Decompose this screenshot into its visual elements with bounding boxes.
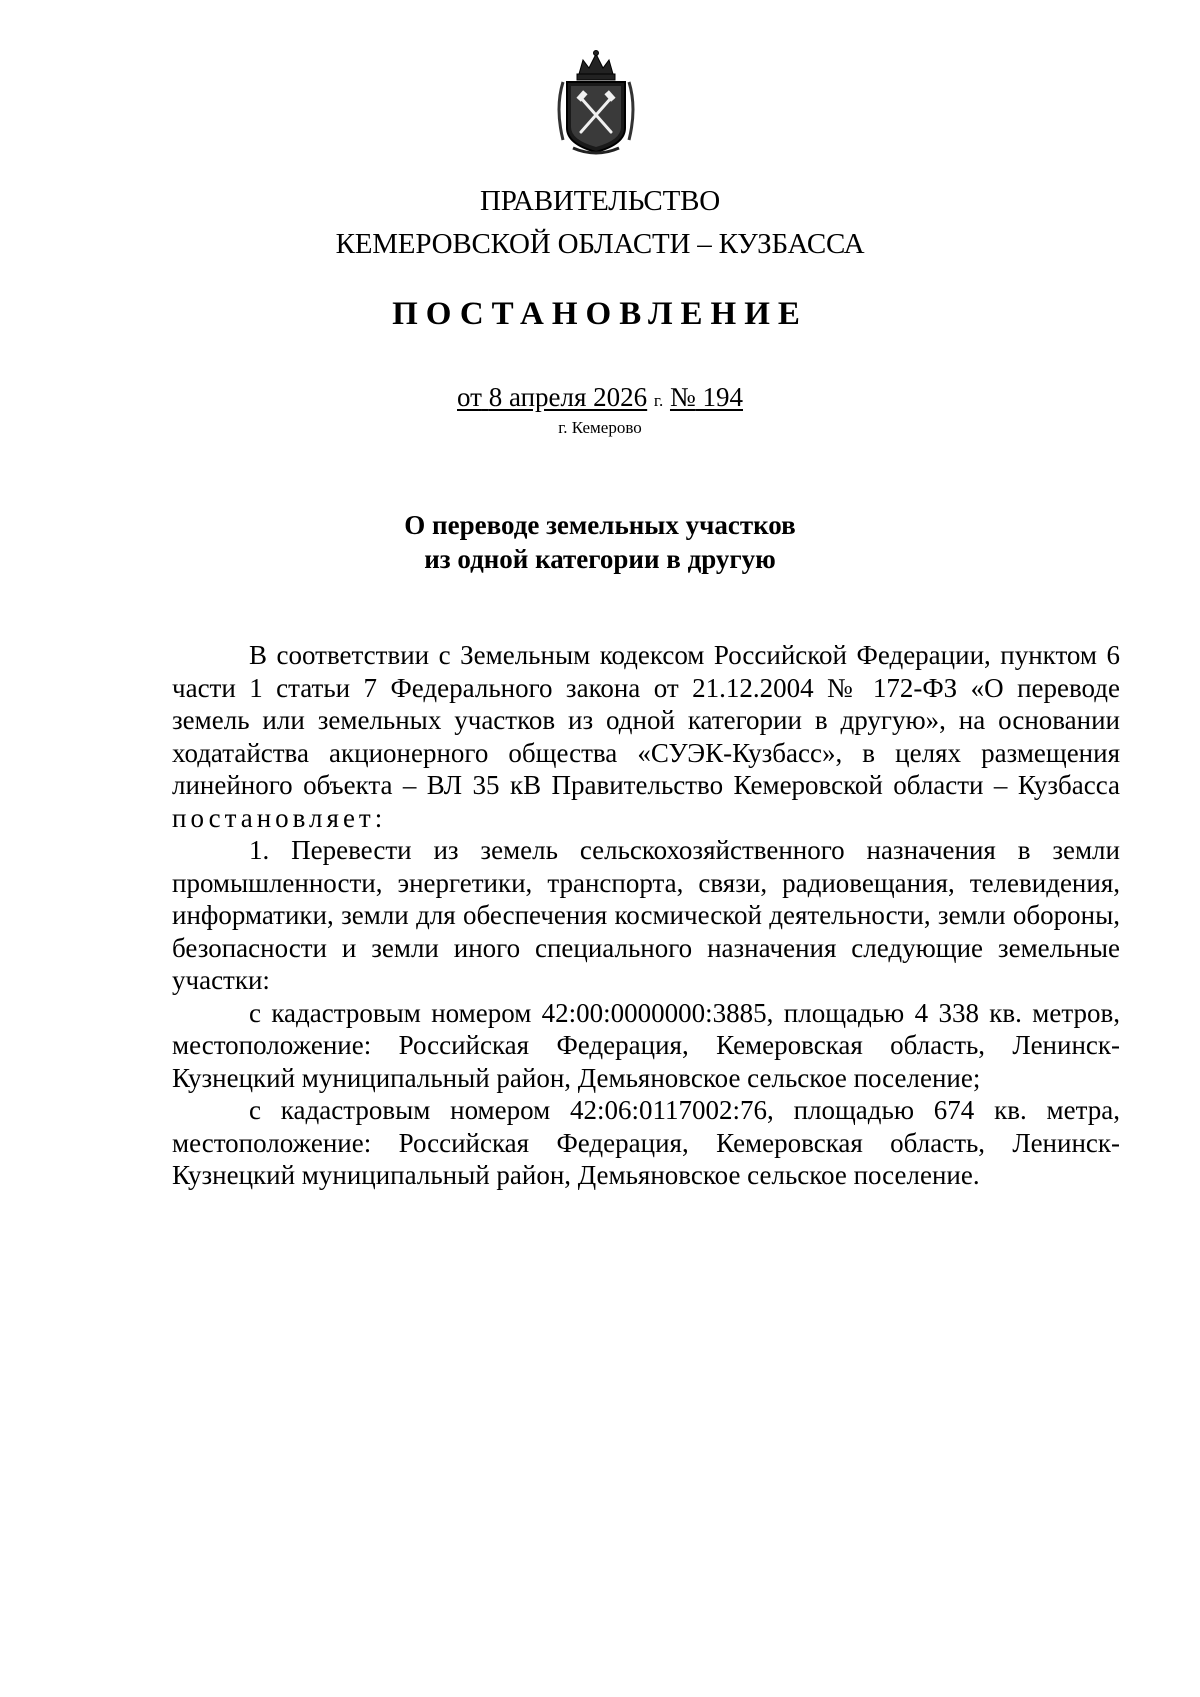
date-prefix: от (457, 382, 482, 412)
city: г. Кемерово (558, 418, 642, 437)
title-line1: О переводе земельных участков (404, 510, 796, 540)
title-line2: из одной категории в другую (424, 544, 776, 574)
preamble-paragraph (172, 639, 1120, 834)
year-suffix: г. (653, 391, 664, 410)
parcel2-paragraph: с кадастровым номером 42:06:0117002:76, площадью 674 кв. метра, местоположение: Российская Федерация, Кемеровская область, Ленинск-Кузнецкий муниципальный район, Демьяновское сельское поселение. (172, 1095, 1120, 1190)
org-name-line2: КЕМЕРОВСКОЙ ОБЛАСТИ – КУЗБАССА (335, 228, 865, 260)
document-type: ПОСТАНОВЛЕНИЕ (392, 296, 808, 332)
document-body (172, 639, 1120, 1192)
document-date: 8 апреля 2026 (488, 382, 648, 412)
item1-paragraph: 1. Перевести из земель сельскохозяйственного назначения в земли промышленности, энергетики, транспорта, связи, радиовещания, телевидения, информатики, земли для обеспечения космической деятельности, земли обороны, безопасности и земли иного специального назначения следующие земельные участки: (172, 835, 1120, 995)
parcel1-paragraph: с кадастровым номером 42:00:0000000:3885, площадью 4 338 кв. метров, местоположение: Российская Федерация, Кемеровская область, Ленинск-Кузнецкий муниципальный район, Демьяновское сельское поселение; (172, 997, 1120, 1093)
number-sign: № (669, 382, 696, 412)
document-number: 194 (702, 382, 743, 412)
preamble-text: В соответствии с Земельным кодексом Российской Федерации, пунктом 6 части 1 статьи 7 Федерального закона от 21.12.2004 № 172-ФЗ «О переводе земель или земельных участков из одной категории в другую», на основании ходатайства акционерного общества «СУЭК-Кузбасс», в целях размещения линейного объекта – ВЛ 35 кВ Правительство Кемеровской области – Кузбасса (172, 640, 1120, 800)
org-name-line1: ПРАВИТЕЛЬСТВО (480, 185, 720, 217)
decree-word: постановляет: (172, 802, 387, 833)
document-title (0, 508, 1200, 576)
coat-of-arms-emblem (553, 48, 639, 158)
date-number-line (0, 382, 1200, 413)
crown-icon (577, 51, 615, 81)
